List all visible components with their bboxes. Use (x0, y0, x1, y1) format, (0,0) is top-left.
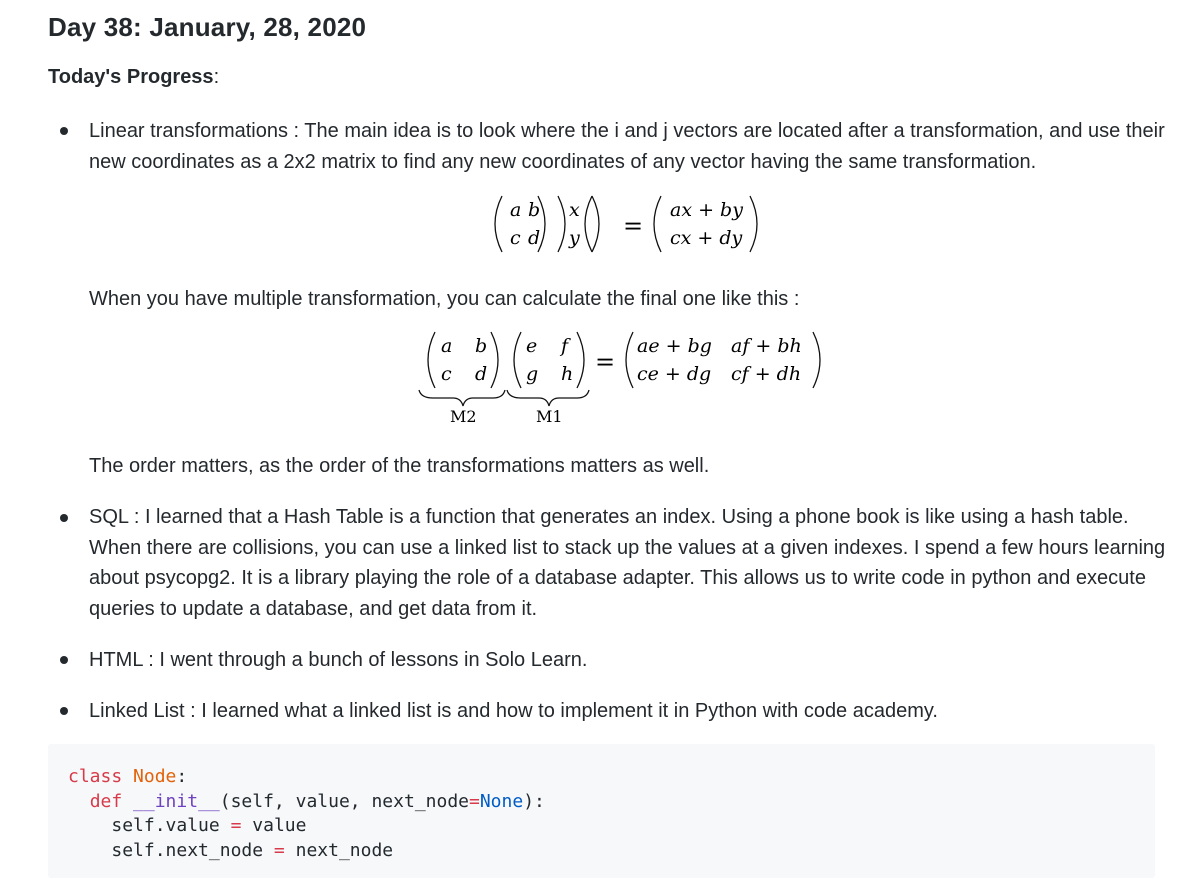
equals-sign: = (623, 212, 644, 240)
code-line (68, 791, 545, 812)
bullet-dot (60, 514, 68, 522)
m2-entry: d (475, 363, 488, 385)
matrix-entry: d (528, 227, 541, 249)
code-class-name: Node (133, 766, 177, 787)
result-entry: ax + by (670, 199, 743, 221)
result-entry: ae + bg (637, 335, 712, 357)
code-line (68, 815, 306, 836)
list-item-linked-list (89, 696, 1169, 727)
progress-heading-colon: : (213, 66, 220, 88)
code-operator: = (230, 815, 242, 836)
page-title: Day 38: January, 28, 2020 (48, 12, 367, 42)
result-entry: af + bh (731, 335, 802, 357)
result-entry: ce + dg (637, 363, 712, 385)
code-punct: ): (523, 791, 545, 812)
list-item-line: SQL : I learned that a Hash Table is a function that generates an index. Using a phone book is like using a hash table. (89, 506, 1129, 528)
result-entry: cf + dh (731, 363, 802, 385)
equals-sign: = (595, 348, 616, 376)
code-text: next_node (295, 840, 394, 861)
code-line (68, 766, 187, 787)
vector-entry: y (569, 227, 580, 249)
m2-entry: c (441, 363, 452, 385)
underbrace-label-m1: M1 (536, 407, 563, 426)
matrix-entry: b (528, 199, 541, 221)
code-text: self.value (111, 815, 220, 836)
code-text: value (252, 815, 307, 836)
list-item-line: Linked List : I learned what a linked list is and how to implement it in Python with code academy. (89, 700, 938, 722)
left-paren (558, 196, 565, 252)
result-entry: cx + dy (670, 227, 743, 249)
right-paren (592, 196, 599, 252)
matrix-entry: a (510, 199, 522, 221)
list-item-line: HTML : I went through a bunch of lessons in Solo Learn. (89, 649, 588, 671)
code-args: (self, value, next_node (219, 791, 469, 812)
left-paren (654, 196, 661, 252)
paragraph-order-matters: The order matters, as the order of the transformations matters as well. (89, 455, 710, 477)
progress-heading (48, 66, 219, 89)
left-paren (495, 196, 502, 252)
code-operator: = (469, 791, 480, 812)
code-keyword: def (89, 791, 123, 812)
code-function-name: __init__ (133, 791, 220, 812)
m1-entry: g (526, 363, 539, 385)
progress-heading-text: Today's Progress (48, 66, 214, 88)
m1-entry: h (561, 363, 574, 385)
underbrace-m2 (419, 390, 505, 406)
paragraph-multiple-transformations: When you have multiple transformation, you can calculate the final one like this : (89, 288, 800, 310)
list-item-line: When there are collisions, you can use a linked list to stack up the values at a given indexes. I spend a few hours learning (89, 536, 1166, 559)
code-line (68, 840, 393, 861)
bullet-dot (60, 656, 68, 664)
list-item-line: new coordinates as a 2x2 matrix to find any new coordinates of any vector having the same transformation. (89, 150, 1037, 173)
list-item-linear-transformations (89, 116, 1169, 177)
bullet-dot (60, 127, 68, 135)
code-keyword: class (68, 766, 123, 787)
equation-matrix-vector (480, 192, 780, 256)
code-operator: = (273, 840, 285, 861)
right-paren (750, 196, 757, 252)
matrix-entry: c (510, 227, 521, 249)
code-constant: None (479, 791, 524, 812)
equation-matrix-product (415, 328, 835, 428)
list-item-sql (89, 502, 1169, 624)
list-item-line: Linear transformations : The main idea is to look where the i and j vectors are located after a transformation, and use their (89, 120, 1165, 142)
list-item-line: about psycopg2. It is a library playing the role of a database adapter. This allows us to write code in python and execute (89, 567, 1146, 589)
list-item-line: queries to update a database, and get data from it. (89, 597, 538, 620)
code-text: self.next_node (111, 840, 264, 861)
m1-entry: f (561, 335, 569, 357)
m2-entry: b (475, 335, 488, 357)
list-item-html (89, 645, 1169, 676)
m2-entry: a (441, 335, 453, 357)
underbrace-label-m2: M2 (450, 407, 477, 426)
bullet-dot (60, 707, 68, 715)
vector-entry: x (569, 199, 580, 221)
code-punct: : (176, 766, 188, 787)
left-paren (585, 196, 592, 252)
m1-entry: e (526, 335, 538, 357)
underbrace-m1 (507, 390, 589, 406)
